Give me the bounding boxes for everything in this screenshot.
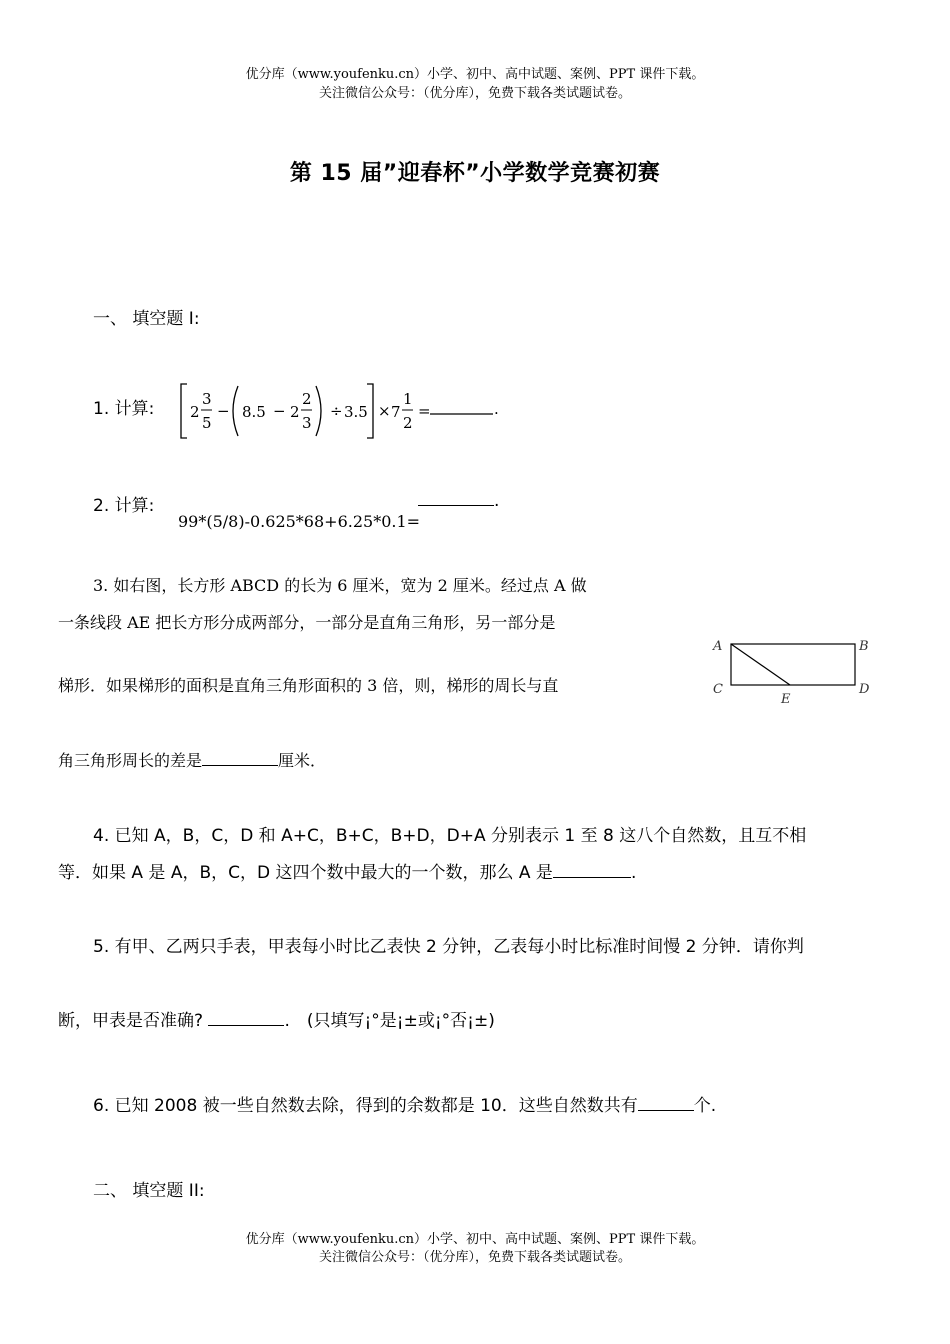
question-2-label: 2. 计算: (93, 496, 155, 516)
question-6-text: 6. 已知 2008 被一些自然数去除，得到的余数都是 10．这些自然数共有 (93, 1096, 638, 1116)
question-1-formula (178, 382, 518, 446)
point-e-label: E (781, 692, 791, 707)
point-a-label: A (713, 639, 723, 654)
operator-minus-1: − (217, 402, 230, 420)
denominator-1: 5 (202, 414, 212, 432)
numerator-2: 2 (302, 390, 312, 408)
footer-line-2: 关注微信公众号：（优分库），免费下载各类试题试卷。 (318, 1250, 631, 1265)
numerator-1: 3 (202, 390, 212, 408)
operator-minus-2: − (273, 402, 286, 420)
question-2-answer-line (418, 491, 499, 511)
operator-divide: ÷ (330, 402, 343, 420)
question-5-line-1: 5. 有甲、乙两只手表，甲表每小时比乙表快 2 分钟，乙表每小时比标准时间慢 2 分钟．请你判 (93, 937, 804, 957)
answer-blank-3 (202, 751, 278, 766)
operator-equals: = (418, 402, 431, 420)
question-2-expression: 99*(5/8)-0.625*68+6.25*0.1= (178, 512, 421, 531)
section-heading-2: 二、 填空题 II: (93, 1181, 205, 1201)
numerator-3: 1 (403, 390, 413, 408)
question-3-unit: 厘米． (278, 751, 327, 770)
answer-blank-4 (553, 863, 631, 878)
question-6-unit: 个. (693, 1096, 717, 1116)
question-3-line-4 (58, 748, 326, 771)
question-2-period: . (494, 491, 500, 511)
section-heading-1: 一、 填空题 I: (93, 309, 200, 329)
segment-ae (731, 644, 790, 685)
question-3-line-4-text: 角三角形周长的差是 (58, 751, 203, 770)
answer-blank-2 (418, 491, 494, 506)
header-line-1: 优分库（www.youfenku.cn）小学、初中、高中试题、案例、PPT 课件下载。 (245, 67, 705, 82)
question-4-line-1: 4. 已知 A，B，C，D 和 A+C，B+C，B+D，D+A 分别表示 1 至 8 这八个自然数，且互不相 (93, 826, 807, 846)
header-line-2: 关注微信公众号：（优分库），免费下载各类试题试卷。 (318, 86, 631, 101)
question-1-period: . (494, 400, 499, 418)
value-8-5: 8.5 (242, 403, 266, 421)
answer-blank-5 (208, 1011, 284, 1026)
page-title: 第 15 届”迎春杯”小学数学竞赛初赛 (289, 161, 661, 186)
question-5-line-2-text: 断，甲表是否准确? (58, 1011, 204, 1031)
answer-blank-6 (638, 1096, 694, 1111)
mixed-whole-2: 2 (290, 403, 300, 421)
question-4-line-2 (58, 858, 636, 883)
rectangle-figure (708, 635, 883, 714)
point-d-label: D (859, 682, 870, 697)
rectangle-abcd (731, 644, 855, 685)
question-5-instruction: . (只填写¡°是¡±或¡°否¡±) (284, 1011, 495, 1031)
denominator-3: 2 (403, 414, 413, 432)
question-3-line-1: 3. 如右图，长方形 ABCD 的长为 6 厘米，宽为 2 厘米。经过点 A 做 (93, 576, 587, 595)
question-4-period: . (630, 863, 637, 883)
question-5-line-2 (58, 1006, 495, 1031)
mixed-whole-1: 2 (190, 403, 200, 421)
question-4-line-2-text: 等．如果 A 是 A，B，C，D 这四个数中最大的一个数，那么 A 是 (58, 863, 553, 883)
question-3-line-3: 梯形．如果梯形的面积是直角三角形面积的 3 倍，则，梯形的周长与直 (58, 676, 559, 695)
value-3-5: 3.5 (344, 403, 368, 421)
denominator-2: 3 (302, 414, 312, 432)
question-3-line-2: 一条线段 AE 把长方形分成两部分，一部分是直角三角形，另一部分是 (58, 613, 556, 632)
mixed-whole-3: 7 (391, 403, 401, 421)
question-6 (93, 1091, 716, 1116)
footer-line-1: 优分库（www.youfenku.cn）小学、初中、高中试题、案例、PPT 课件下载。 (245, 1232, 705, 1247)
operator-times: × (378, 402, 391, 420)
point-b-label: B (859, 639, 869, 654)
question-1-label: 1. 计算: (93, 399, 155, 419)
point-c-label: C (713, 682, 723, 697)
